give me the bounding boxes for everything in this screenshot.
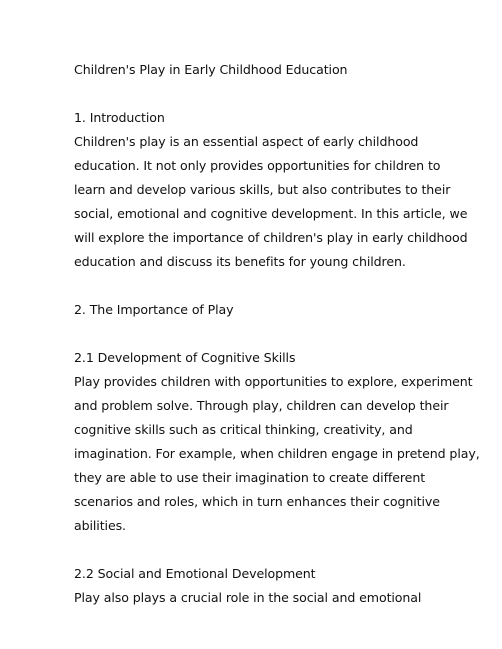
paragraph-line: education and discuss its benefits for young children. [74,254,406,269]
paragraph-line: imagination. For example, when children engage in pretend play, [74,446,480,461]
paragraph-line: Play provides children with opportunities to explore, experiment [74,374,473,389]
paragraph-line: Children's play is an essential aspect of early childhood [74,134,419,149]
spacer [74,82,444,106]
paragraph-line: will explore the importance of children's play in early childhood [74,230,468,245]
section-heading: 1. Introduction [74,110,165,125]
paragraph-line: cognitive skills such as critical thinking, creativity, and [74,422,413,437]
spacer [74,274,444,298]
document-body [74,58,480,610]
subsection-heading: 2.1 Development of Cognitive Skills [74,350,296,365]
document-title: Children's Play in Early Childhood Education [74,62,348,77]
paragraph-line: social, emotional and cognitive development. In this article, we [74,206,468,221]
section-heading: 2. The Importance of Play [74,302,234,317]
paragraph-line: and problem solve. Through play, children can develop their [74,398,449,413]
spacer [74,538,444,562]
paragraph-line: scenarios and roles, which in turn enhances their cognitive [74,494,440,509]
paragraph-line: learn and develop various skills, but also contributes to their [74,182,451,197]
paragraph-line: education. It not only provides opportunities for children to [74,158,441,173]
subsection-heading: 2.2 Social and Emotional Development [74,566,316,581]
paragraph-line: they are able to use their imagination to create different [74,470,426,485]
spacer [74,322,444,346]
paragraph-line: Play also plays a crucial role in the social and emotional [74,590,422,605]
paragraph-line: abilities. [74,518,126,533]
